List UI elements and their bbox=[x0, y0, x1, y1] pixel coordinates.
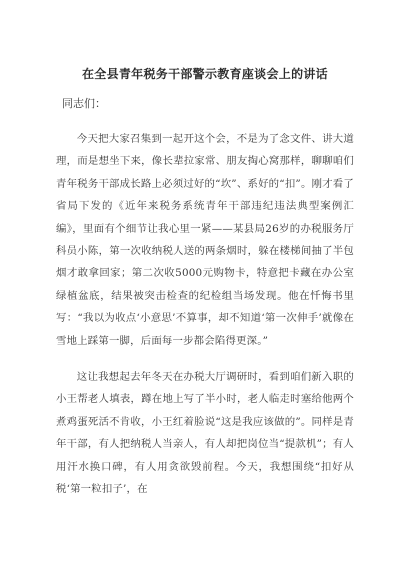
document-title: 在全县青年税务干部警示教育座谈会上的讲话 bbox=[81, 67, 328, 81]
salutation: 同志们： bbox=[62, 97, 106, 110]
paragraph-1: 今天把大家召集到一起开这个会，不是为了念文件、讲大道理，而是想坐下来，像长辈拉家常、朋友掏心窝那样，聊聊咱们青年税务干部成长路上必须过好的“坎”、系好的“扣”。刚才看了省局下发的《近年来税务系统青年干部违纪违法典型案例汇编》，里面有个细节让我心里一紧——某县局26岁的办税服务厅科员小陈，第一次收纳税人送的两条烟时，躲在楼梯间抽了半包烟才敢拿回家；第二次收5000元购物卡，特意把卡藏在办公室绿植盆底，结果被突击检查的纪检组当场发现。他在忏悔书里写：“我以为收点‘小意思’不算事，却不知道‘第一次伸手’就像在雪地上踩第一脚，后面每一步都会陷得更深。” bbox=[56, 133, 354, 347]
paragraph-2: 这让我想起去年冬天在办税大厅调研时，看到咱们新入职的小王帮老人填表，蹲在地上写了半小时，老人临走时塞给他两个煮鸡蛋死活不肯收，小王红着脸说“这是我应该做的”。同样是青年干部，有人把纳税人当亲人，有人却把岗位当“提款机”；有人用汗水换口碑，有人用贪欲毁前程。今天，我想围绕“扣好从税‘第一粒扣子’，在 bbox=[56, 371, 354, 496]
